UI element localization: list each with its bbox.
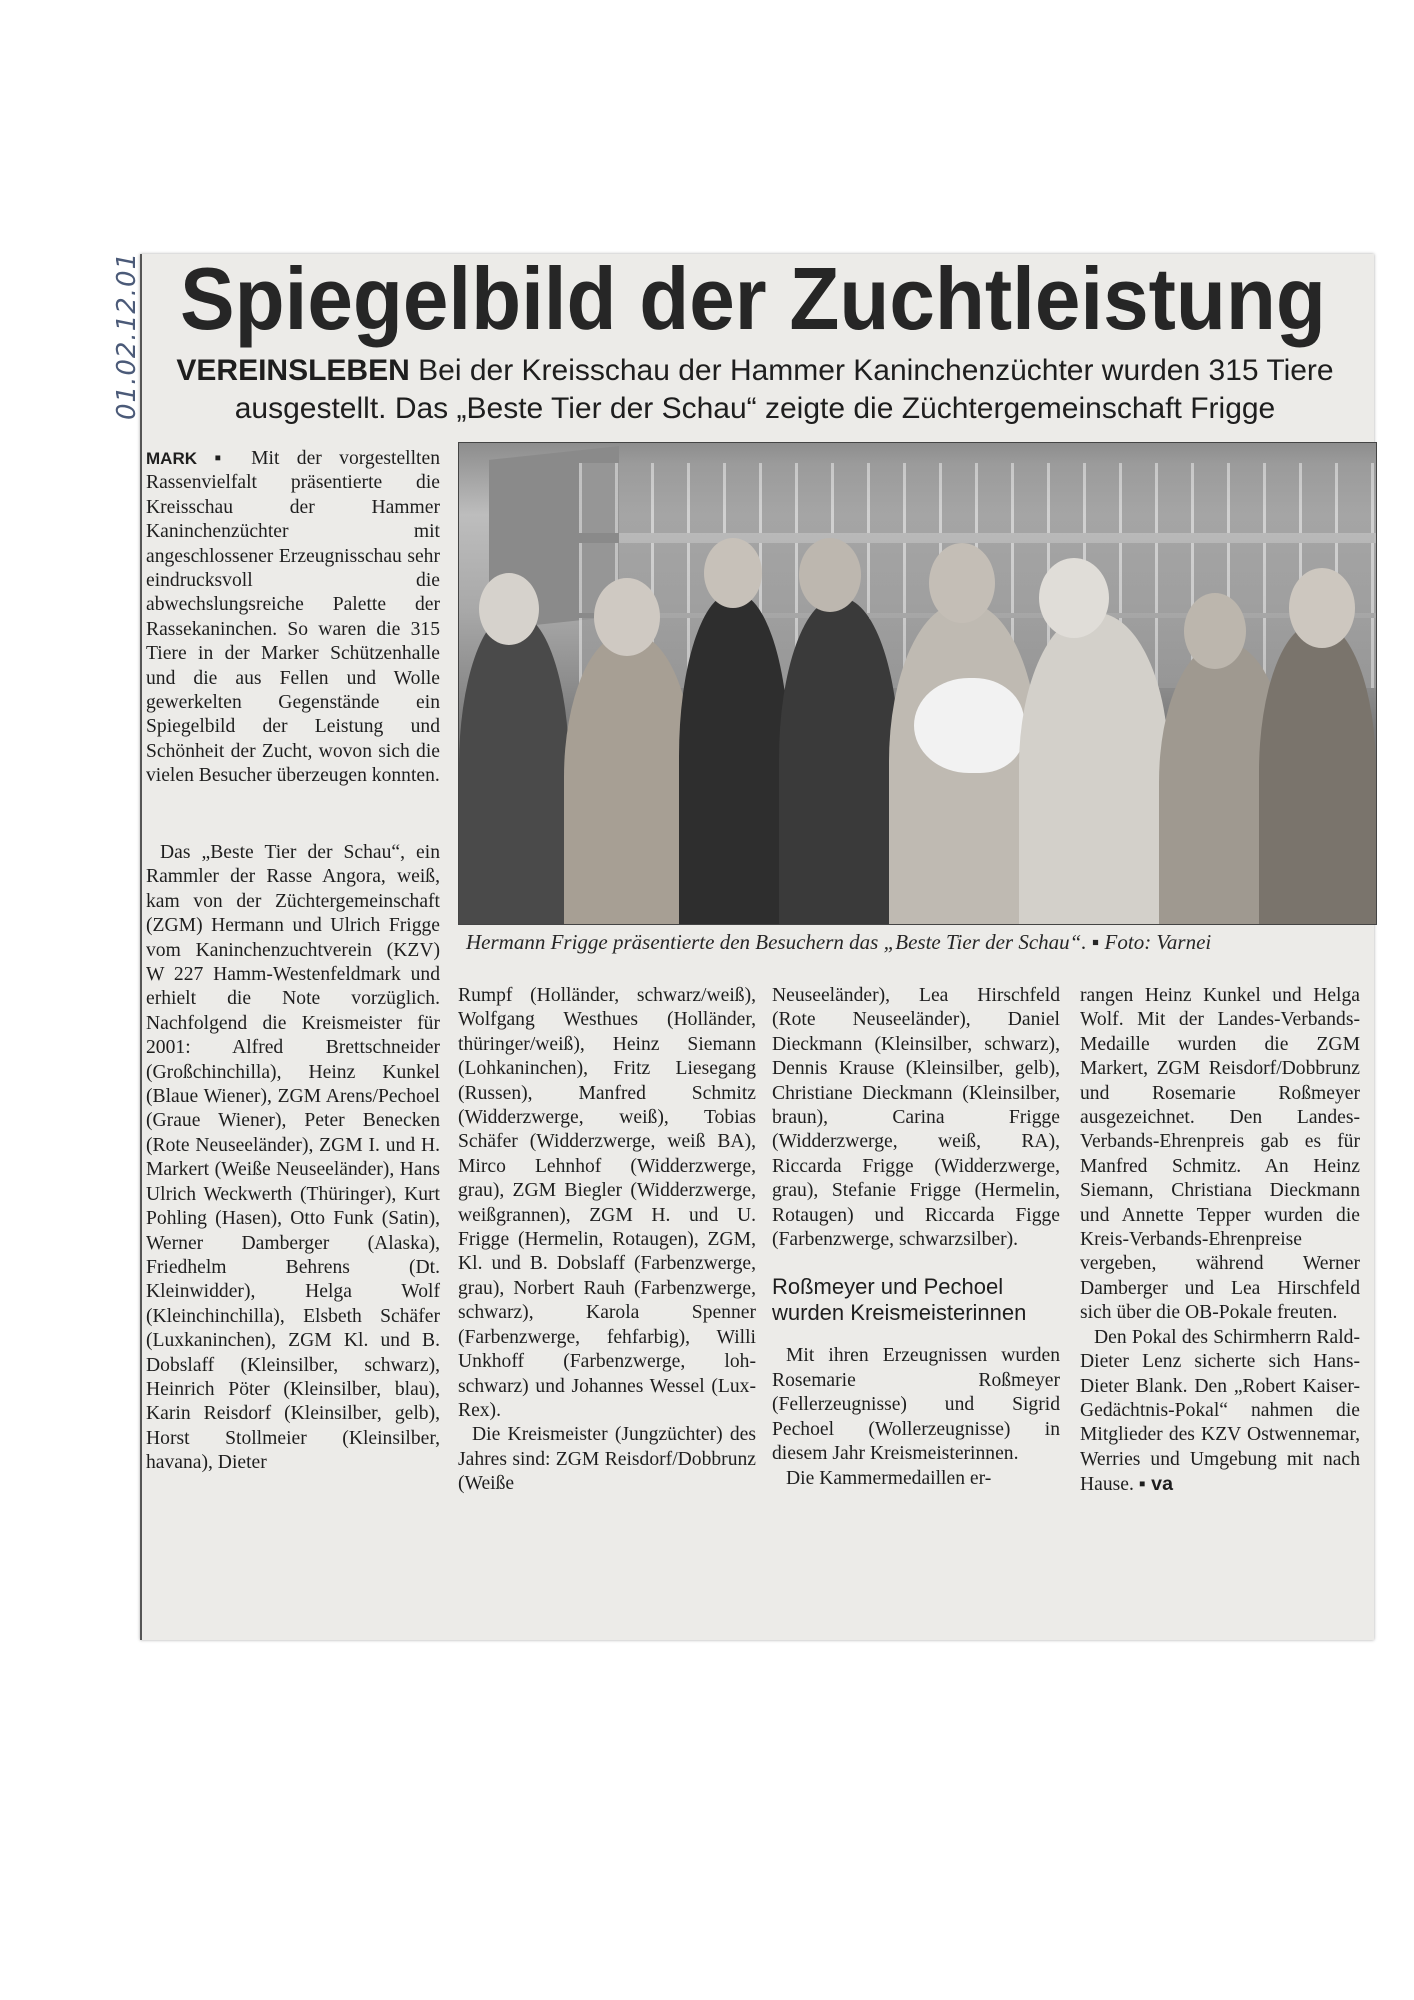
subheadline-kicker: VEREINSLEBEN <box>176 354 410 387</box>
article-paragraph <box>146 446 440 789</box>
article-column-2 <box>458 984 756 1497</box>
photo-person <box>1259 623 1376 925</box>
photo-person-head <box>704 538 762 608</box>
article-paragraph <box>1080 1326 1360 1498</box>
article-paragraph: rangen Heinz Kunkel und Helga Wolf. Mit der Landes-Verbands-Medaille wurden die ZGM Markert, ZGM Reisdorf/Dobbrunz und Rosemarie Roßmeyer ausgezeichnet. Den Landes-Verbands-Ehrenpreis gab es für Manfred Schmitz. An Heinz Siemann, Christiana Dieckmann und Annette Tepper wurden die Kreis-Verbands-Ehrenpreise vergeben, während Werner Damberger und Lea Hirschfeld sich über die OB-Pokale freuten. <box>1080 985 1360 1324</box>
photo-person-head <box>929 543 995 623</box>
article-column-1 <box>146 446 440 789</box>
dateline-separator: ▪ <box>214 447 234 469</box>
dateline: MARK <box>146 449 197 468</box>
photo-person-head <box>594 578 660 656</box>
article-paragraph: Das „Beste Tier der Schau“, ein Rammler der Rasse Angora, weiß, kam von der Züchtergemeinschaft (ZGM) Hermann und Ulrich Frigge vom Kaninchenzuchtverein (KZV) W 227 Hamm-Westenfeldmark und erhielt die Note vorzüglich. Nachfolgend die Kreismeister für 2001: Alfred Brettschneider (Großchinchilla), Heinz Kunkel (Blaue Wiener), ZGM Arens/Pechoel (Graue Wiener), Peter Benecken (Rote Neuseeländer), ZGM I. und H. Markert (Weiße Neuseeländer), Hans Ulrich Weckwerth (Thüringer), Kurt Pohling (Hasen), Otto Funk (Satin), Werner Damberger (Alaska), Friedhelm Behrens (Dt. Kleinwidder), Helga Wolf (Kleinchinchilla), Elsbeth Schäfer (Luxkaninchen), ZGM Kl. und B. Dobslaff (Kleinsilber, schwarz), Heinrich Pöter (Kleinsilber, blau), Karin Reisdorf (Kleinsilber, gelb), Horst Stollmeier (Kleinsilber, havana), Dieter <box>146 842 440 1474</box>
article-column-4 <box>1080 984 1360 1498</box>
photo-person-head <box>1039 558 1109 638</box>
article-paragraph: Die Kammermedaillen er- <box>786 1467 992 1489</box>
photo-person-head <box>799 538 861 612</box>
photo-person <box>459 613 569 925</box>
photo-person <box>679 593 789 925</box>
photo-person-head <box>1184 593 1246 669</box>
article-paragraph-text: Mit der vorgestellten Rassenvielfalt präsentierte die Kreisschau der Hammer Kaninchenzüchter mit angeschlossener Erzeugnisschau sehr eindrucksvoll die abwechslungsreiche Palette der Rassekaninchen. So waren die 315 Tiere in der Marker Schützenhalle und die aus Fellen und Wolle gewerkelten Gegenstände ein Spiegelbild der Leistung und Schönheit der Zucht, wovon sich die vielen Besucher überzeugen konnten. <box>146 448 440 787</box>
article-paragraph: Mit ihren Erzeugnissen wurden Rosemarie Roßmeyer (Fellerzeugnisse) und Sigrid Pechoel (Wollerzeugnisse) in diesem Jahr Kreismeisterinnen. <box>772 1345 1060 1465</box>
article-paragraph: Neuseeländer), Lea Hirschfeld (Rote Neuseeländer), Daniel Dieckmann (Kleinsilber, schwarz), Dennis Krause (Kleinsilber, gelb), Christiane Dieckmann (Kleinsilber, braun), Carina Frigge (Widderzwerge, weiß, RA), Riccarda Frigge (Widderzwerge, grau), Stefanie Frigge (Hermelin, Rotaugen) und Riccarda Figge (Farbenzwerge, schwarzsilber). <box>772 985 1060 1251</box>
article-photo <box>458 442 1377 925</box>
photo-cages-top <box>579 463 1376 533</box>
photo-person-head <box>1289 568 1355 648</box>
handwritten-date: 01.02.12.01 <box>112 251 142 420</box>
article-paragraph: Die Kreismeister (Jungzüchter) des Jahres sind: ZGM Reisdorf/Dobbrunz (Weiße <box>458 1424 756 1495</box>
section-subheading: Roßmeyer und Pechoel wurden Kreismeisterinnen <box>772 1274 1027 1326</box>
photo-person <box>1019 613 1169 925</box>
photo-person-head <box>479 573 539 645</box>
article-paragraph: Rumpf (Holländer, schwarz/weiß), Wolfgang Westhues (Holländer, thüringer/weiß), Heinz Siemann (Lohkaninchen), Fritz Liesegang (Russen), Manfred Schmitz (Widderzwerge, weiß), Tobias Schäfer (Widderzwerge, weiß BA), Mirco Lehnhof (Widderzwerge, grau), ZGM Biegler (Widderzwerge, weißgrannen), ZGM H. und U. Frigge (Hermelin, Rotaugen), ZGM, Kl. und B. Dobslaff (Farbenzwerge, grau), Norbert Rauh (Farbenzwerge, schwarz), Karola Spenner (Farbenzwerge, fehfarbig), Willi Unkhoff (Farbenzwerge, loh-schwarz) und Johannes Wessel (Lux-Rex). <box>458 985 756 1421</box>
photo-rabbit <box>914 678 1024 773</box>
photo-person <box>564 633 694 925</box>
photo-caption: Hermann Frigge präsentierte den Besuchern das „Beste Tier der Schau“. ▪ Foto: Varnei <box>466 930 1212 954</box>
subheadline <box>170 352 1340 428</box>
article-column-3 <box>772 984 1060 1491</box>
headline: Spiegelbild der Zuchtleistung <box>180 249 1326 348</box>
article-column-1-continued <box>146 841 440 1476</box>
subheadline-text: Bei der Kreisschau der Hammer Kaninchenzüchter wurden 315 Tiere ausgestellt. Das „Beste Tier der Schau“ zeigte die Züchtergemeinschaft Frigge <box>234 354 1334 425</box>
article-paragraph-text: Den Pokal des Schirmherrn Rald-Dieter Lenz sicherte sich Hans-Dieter Blank. Den „Robert Kaiser-Gedächtnis-Pokal“ nahmen die Mitglieder des KZV Ostwennemar, Werries und Umgebung mit nach Hause. <box>1080 1326 1360 1496</box>
author-mark: ▪ va <box>1138 1473 1173 1496</box>
clipping-edge <box>140 254 142 1640</box>
photo-person <box>779 598 899 925</box>
